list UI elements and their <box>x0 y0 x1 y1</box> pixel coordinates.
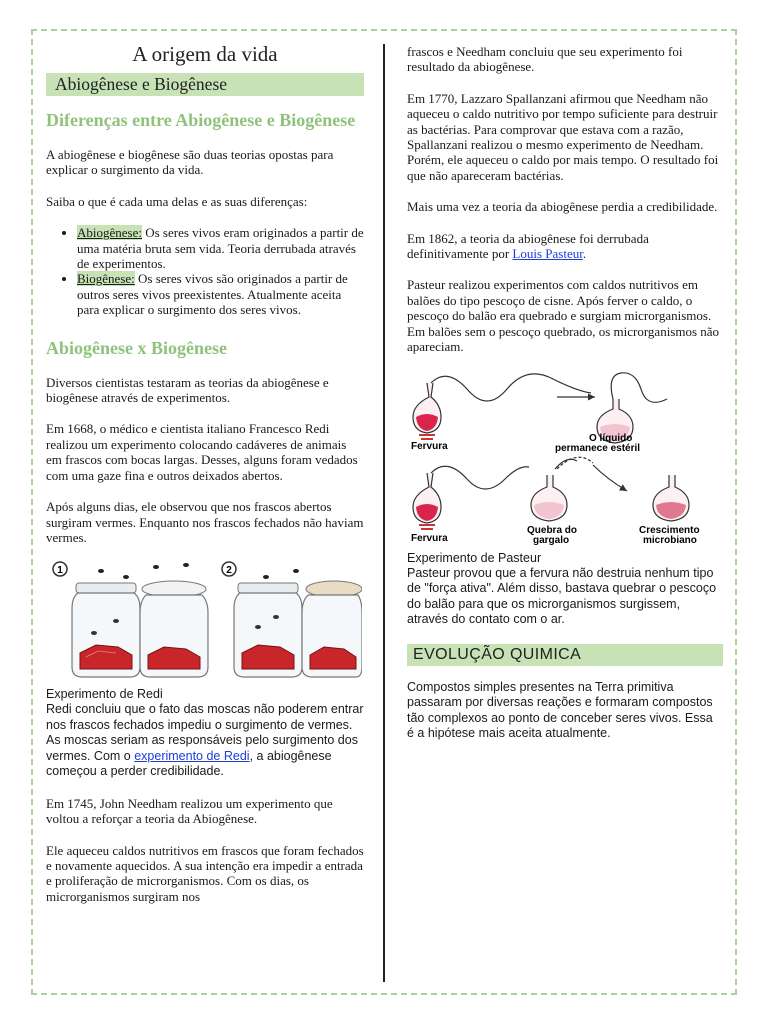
redi-conclusion <box>46 702 364 780</box>
redi-experiment-link[interactable]: experimento de Redi <box>134 748 250 763</box>
paragraph-redi-2: Após alguns dias, ele observou que nos frascos abertos surgiram vermes. Enquanto nos frascos fechados não haviam vermes. <box>46 499 364 545</box>
heading-diferencas: Diferenças entre Abiogênese e Biogênese <box>46 110 356 130</box>
redi-text-a: Redi concluiu que o fato das moscas não poderem entrar nos frascos fechados impediu o surgimento de vermes. As moscas seriam as responsáveis pelo surgimento dos vermes. Com o <box>46 702 364 763</box>
label-gargalo: gargalo <box>533 534 570 546</box>
definition-abiogenese: Os seres vivos eram originados a partir de uma matéria bruta sem vida. Teoria derrubada através de experimentos. <box>77 225 364 272</box>
intro-paragraph-2: Saiba o que é cada uma delas e as suas diferenças: <box>46 193 308 209</box>
step-1-label: 1 <box>57 565 63 577</box>
closed-jar-1 <box>140 581 208 677</box>
right-column <box>407 44 723 758</box>
redi-text-b: , a abiogênese começou a perder credibilidade. <box>46 748 332 779</box>
page-title: A origem da vida <box>132 42 278 66</box>
column-divider <box>383 44 385 982</box>
section-bar-evolucao: EVOLUÇÃO QUIMICA <box>407 644 723 666</box>
term-biogenese: Biogênese: <box>77 271 135 287</box>
list-item <box>77 225 364 271</box>
paragraph-pasteur-2: Pasteur realizou experimentos com caldos nutritivos em balões do tipo pescoço de cisne. Após ferver o caldo, o pescoço do balão era quebrado e surgiam microrganismos. Em balões sem o pescoço quebrado, os microrganismos não apareciam. <box>407 277 720 355</box>
paragraph-needham-2: Ele aqueceu caldos nutritivos em frascos que foram fechados e novamente aquecidos. A sua intenção era impedir a entrada e proliferação de microrganismos. Com os dias, os microrganismos surgiram nos <box>46 842 364 904</box>
broken-neck-flask <box>531 457 593 521</box>
paragraph-evolucao: Compostos simples presentes na Terra primitiva passaram por diversas reações e formaram compostos tão complexos ao ponto de conceber seres vivos. Essa é a hipótese mais aceita atualmente. <box>407 679 713 740</box>
label-liquido: O líquido <box>589 432 633 444</box>
pasteur-experiment-illustration <box>407 369 717 547</box>
definition-list <box>77 225 364 317</box>
label-microbiano: microbiano <box>643 534 697 546</box>
label-crescimento: Crescimento <box>639 524 700 536</box>
paragraph-test: Diversos cientistas testaram as teorias da abiogênese e biogênese através de experimentos. <box>46 374 329 406</box>
label-fervura-2: Fervura <box>411 532 448 544</box>
label-fervura-1: Fervura <box>411 440 448 452</box>
intro-paragraph: A abiogênese e biogênese são duas teorias opostas para explicar o surgimento da vida. <box>46 147 334 178</box>
paragraph-redi-1: Em 1668, o médico e cientista italiano Francesco Redi realizou um experimento colocando cadáveres de animais em frascos com bocas largas. Desses, alguns foram vedados com uma gaze fina e outros deixados abertos. <box>46 421 358 483</box>
boiling-flask-1 <box>413 373 591 438</box>
paragraph-spallanzani: Em 1770, Lazzaro Spallanzani afirmou que Needham não aqueceu o caldo nutritivo por tempo suficiente para destruir as bactérias. Para comprovar que estava com a razão, Spallanzani realizou o mesmo experimento de Needham. Porém, ele aqueceu o caldo por mais tempo. O resultado foi que não apareceram bactérias. <box>407 90 719 183</box>
step-2-label: 2 <box>226 565 232 577</box>
redi-experiment-illustration <box>46 557 362 683</box>
term-abiogenese: Abiogênese: <box>77 225 142 241</box>
list-item <box>77 271 364 317</box>
paragraph-needham-1: Em 1745, John Needham realizou um experimento que voltou a reforçar a teoria da Abiogênese. <box>46 795 333 827</box>
open-jar-2 <box>234 583 302 677</box>
pasteur-text-b: . <box>582 246 587 262</box>
boiling-flask-2 <box>413 466 529 529</box>
section-bar-abiogenese: Abiogênese e Biogênese <box>46 73 364 96</box>
label-quebra: Quebra do <box>527 524 578 536</box>
louis-pasteur-link[interactable]: Louis Pasteur <box>512 246 583 262</box>
microbial-growth-flask <box>653 475 689 521</box>
paragraph-credibility: Mais uma vez a teoria da abiogênese perdia a credibilidade. <box>407 199 718 215</box>
pasteur-caption: Experimento de Pasteur <box>407 550 542 565</box>
pasteur-conclusion: Pasteur provou que a fervura não destruia nenhum tipo de "força ativa". Além disso, bastava quebrar o pescoço do balão para que os microrganismos surgissem, através do contato com o ar. <box>407 565 717 626</box>
definition-biogenese: Os seres vivos são originados a partir de outros seres vivos preexistentes. Atualmente aceita para explicar o surgimento dos seres vivos. <box>77 271 348 318</box>
label-esteril: permanece estéril <box>555 442 641 454</box>
redi-caption: Experimento de Redi <box>46 687 163 702</box>
paragraph-pasteur <box>407 231 723 262</box>
pasteur-text-a: Em 1862, a teoria da abiogênese foi derrubada definitivamente por <box>407 230 649 262</box>
left-column <box>46 40 364 920</box>
arrow-2 <box>593 465 627 491</box>
open-jar-1 <box>72 583 140 677</box>
gauze-jar-2 <box>302 581 362 677</box>
paragraph-needham-3: frascos e Needham concluiu que seu experimento foi resultado da abiogênese. <box>407 44 683 75</box>
heading-abiogenese-x-biogenese: Abiogênese x Biogênese <box>46 337 227 358</box>
